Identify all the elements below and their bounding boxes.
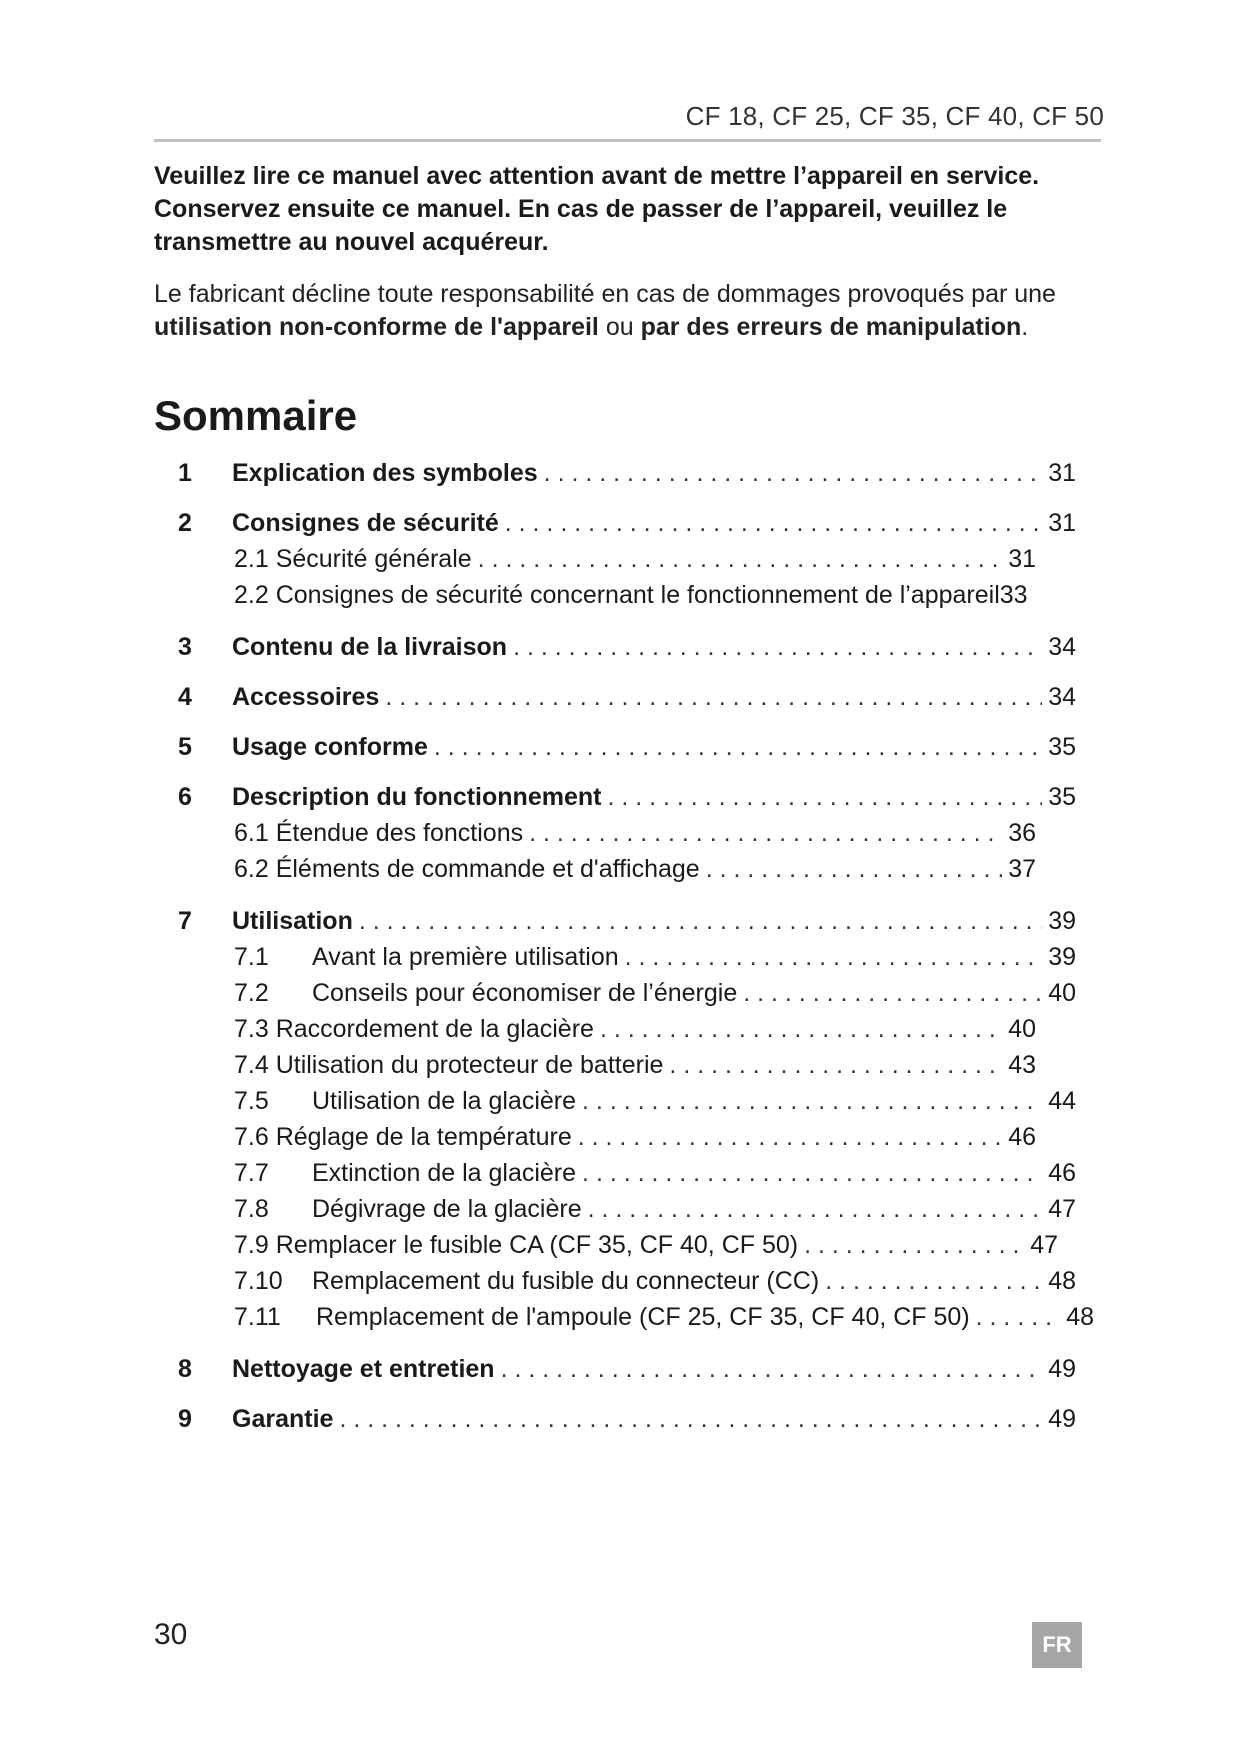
toc-entry-page: 31: [1048, 509, 1076, 537]
toc-entry-page: 34: [1048, 683, 1076, 711]
toc-entry-page: 37: [1008, 855, 1036, 883]
toc-entry-title: 6.2 Éléments de commande et d'affichage: [234, 855, 700, 883]
toc-entry-page: 47: [1030, 1231, 1058, 1259]
toc-entry-title: Conseils pour économiser de l’énergie: [312, 979, 738, 1007]
toc-leader-dots: [607, 780, 1042, 814]
toc-entry-number: 6: [178, 783, 192, 811]
toc-entry-title: 6.1 Étendue des fonctions: [234, 819, 524, 847]
liability-mid: ou: [598, 313, 641, 341]
toc-entry-line: [234, 816, 1036, 850]
toc-entry-line: [232, 680, 1076, 714]
toc-entry-number: 7: [178, 907, 192, 935]
toc-entry-title: 2.1 Sécurité générale: [234, 545, 472, 573]
toc-entry[interactable]: [0, 1402, 1241, 1436]
toc-leader-dots: [359, 904, 1042, 938]
toc-section-number: 7.2: [234, 979, 269, 1007]
toc-leader-dots: [578, 1120, 1002, 1154]
toc-entry-title: Description du fonctionnement: [232, 783, 602, 811]
toc-entry-page: 35: [1048, 733, 1076, 761]
toc-subentry[interactable]: [0, 1120, 1241, 1154]
toc-entry-line: [234, 1156, 1076, 1190]
toc-section-number: 7.10: [234, 1267, 283, 1295]
toc-subentry[interactable]: [0, 542, 1241, 576]
toc-entry-page: 49: [1048, 1405, 1076, 1433]
toc-entry-line: [234, 1012, 1036, 1046]
liability-bold-misuse: utilisation non-conforme de l'appareil: [154, 313, 599, 341]
toc-leader-dots: [339, 1402, 1042, 1436]
toc-entry-page: 43: [1008, 1051, 1036, 1079]
toc-leader-dots: [513, 630, 1042, 664]
toc-subentry[interactable]: [0, 1012, 1241, 1046]
toc-leader-dots: [385, 680, 1042, 714]
toc-entry-line: [234, 1084, 1076, 1118]
toc-entry-number: 8: [178, 1355, 192, 1383]
toc-entry-page: 40: [1008, 1015, 1036, 1043]
toc-entry-page: 34: [1048, 633, 1076, 661]
toc-entry-line: [234, 852, 1036, 886]
toc-entry-line: [234, 1228, 1058, 1262]
toc-section-number: 7.5: [234, 1087, 269, 1115]
toc-entry-number: 9: [178, 1405, 192, 1433]
toc-entry-line: [234, 1264, 1076, 1298]
read-manual-warning: Veuillez lire ce manuel avec attention avant de mettre l’appareil en service. Conservez ensuite ce manuel. En cas de passer de l’appareil, veuillez le transmettre au nouvel acquéreur.: [154, 162, 1040, 256]
toc-entry-title: Utilisation de la glacière: [312, 1087, 577, 1115]
language-badge: FR: [1032, 1622, 1082, 1668]
liability-end: .: [1021, 313, 1029, 341]
toc-leader-dots: [505, 506, 1042, 540]
toc-heading: Sommaire: [154, 392, 358, 439]
toc-entry-line: [232, 1352, 1076, 1386]
toc-subentry[interactable]: [0, 1264, 1241, 1298]
toc-entry[interactable]: [0, 680, 1241, 714]
toc-entry[interactable]: [0, 904, 1241, 938]
toc-leader-dots: [478, 542, 1003, 576]
toc-leader-dots: [804, 1228, 1024, 1262]
toc-entry-line: [234, 542, 1036, 576]
toc-leader-dots: [743, 976, 1042, 1010]
toc-entry-title: Extinction de la glacière: [312, 1159, 577, 1187]
toc-subentry[interactable]: [0, 1300, 1241, 1334]
toc-entry-line: [232, 1402, 1076, 1436]
toc-leader-dots: [529, 816, 1002, 850]
header-divider: [154, 139, 1101, 142]
toc-entry[interactable]: [0, 456, 1241, 490]
toc-subentry[interactable]: [0, 852, 1241, 886]
toc-entry-number: 5: [178, 733, 192, 761]
toc-leader-dots: [669, 1048, 1002, 1082]
toc-entry-line: [232, 904, 1076, 938]
toc-entry-page: 33: [999, 581, 1028, 609]
toc-section-number: 7.8: [234, 1195, 269, 1223]
toc-entry-page: 48: [1066, 1303, 1094, 1331]
toc-leader-dots: [825, 1264, 1042, 1298]
toc-entry[interactable]: [0, 630, 1241, 664]
toc-entry-page: 40: [1048, 979, 1076, 1007]
toc-entry-page: 44: [1048, 1087, 1076, 1115]
toc-entry-page: 39: [1048, 907, 1076, 935]
toc-entry-page: 46: [1008, 1123, 1036, 1151]
toc-entry-line: [232, 506, 1076, 540]
toc-entry-title: Consignes de sécurité: [232, 509, 499, 537]
toc-leader-dots: [600, 1012, 1002, 1046]
toc-subentry[interactable]: [0, 1048, 1241, 1082]
model-list-header: CF 18, CF 25, CF 35, CF 40, CF 50: [685, 101, 1104, 131]
toc-entry-page: 49: [1048, 1355, 1076, 1383]
toc-entry-title: Dégivrage de la glacière: [312, 1195, 582, 1223]
toc-entry-title: Contenu de la livraison: [232, 633, 508, 661]
toc-entry-title: Utilisation: [232, 907, 353, 935]
toc-entry-line: [234, 976, 1076, 1010]
liability-lead: Le fabricant décline toute responsabilité en cas de dommages provoqués par une: [154, 280, 1056, 308]
page-number: 30: [154, 1618, 188, 1651]
toc-entry-title: 2.2 Consignes de sécurité concernant le fonctionnement de l’appareil: [234, 581, 1000, 609]
liability-bold-handling: par des erreurs de manipulation: [640, 313, 1022, 341]
toc-entry-line: [234, 940, 1076, 974]
toc-entry[interactable]: [0, 506, 1241, 540]
toc-leader-dots: [434, 730, 1042, 764]
toc-entry-page: 47: [1048, 1195, 1076, 1223]
toc-entry-line: [234, 1300, 1094, 1334]
toc-entry-title: Avant la première utilisation: [312, 943, 619, 971]
toc-subentry[interactable]: [0, 1156, 1241, 1190]
toc-leader-dots: [582, 1084, 1042, 1118]
toc-entry[interactable]: [0, 730, 1241, 764]
toc-entry-title: Accessoires: [232, 683, 380, 711]
toc-entry-page: 31: [1048, 459, 1076, 487]
toc-entry-page: 48: [1048, 1267, 1076, 1295]
toc-section-number: 7.11: [234, 1303, 281, 1331]
toc-entry[interactable]: [0, 780, 1241, 814]
toc-entry-line: [234, 1120, 1036, 1154]
toc-entry-title: 7.9 Remplacer le fusible CA (CF 35, CF 40, CF 50): [234, 1231, 799, 1259]
liability-notice: [154, 278, 1114, 344]
toc-entry-page: 46: [1048, 1159, 1076, 1187]
toc-section-number: 7.7: [234, 1159, 269, 1187]
toc-entry-line: [232, 730, 1076, 764]
toc-entry-number: 4: [178, 683, 192, 711]
toc-entry-line: [234, 1048, 1036, 1082]
toc-entry-page: 39: [1048, 943, 1076, 971]
toc-entry-title: Remplacement de l'ampoule (CF 25, CF 35, CF 40, CF 50): [316, 1303, 970, 1331]
toc-leader-dots: [544, 456, 1043, 490]
toc-entry[interactable]: [0, 1352, 1241, 1386]
toc-entry-number: 3: [178, 633, 192, 661]
toc-entry-line: [232, 456, 1076, 490]
toc-entry-title: Explication des symboles: [232, 459, 538, 487]
toc-entry-number: 1: [178, 459, 192, 487]
toc-entry-line: [232, 630, 1076, 664]
toc-entry-title: Nettoyage et entretien: [232, 1355, 495, 1383]
toc-entry-page: 31: [1008, 545, 1036, 573]
toc-entry-title: 7.6 Réglage de la température: [234, 1123, 572, 1151]
toc-subentry[interactable]: [0, 1192, 1241, 1226]
toc-leader-dots: [976, 1300, 1061, 1334]
toc-entry-page: 35: [1048, 783, 1076, 811]
toc-entry-number: 2: [178, 509, 192, 537]
toc-entry-title: 7.4 Utilisation du protecteur de batterie: [234, 1051, 664, 1079]
toc-entry-title: 7.3 Raccordement de la glacière: [234, 1015, 594, 1043]
toc-entry-title: Usage conforme: [232, 733, 428, 761]
toc-subentry[interactable]: [0, 976, 1241, 1010]
toc-subentry[interactable]: [0, 940, 1241, 974]
toc-entry-line: [234, 578, 1054, 612]
toc-section-number: 7.1: [234, 943, 269, 971]
toc-subentry[interactable]: [0, 1228, 1241, 1262]
toc-subentry[interactable]: [0, 578, 1241, 612]
toc-entry-page: 36: [1008, 819, 1036, 847]
toc-subentry[interactable]: [0, 816, 1241, 850]
toc-entry-title: Remplacement du fusible du connecteur (CC): [312, 1267, 820, 1295]
toc-leader-dots: [501, 1352, 1043, 1386]
toc-leader-dots: [625, 940, 1043, 974]
toc-entry-line: [232, 780, 1076, 814]
toc-entry-line: [234, 1192, 1076, 1226]
toc-leader-dots: [582, 1156, 1042, 1190]
toc-leader-dots: [706, 852, 1002, 886]
toc-entry-title: Garantie: [232, 1405, 334, 1433]
toc-leader-dots: [588, 1192, 1043, 1226]
toc-subentry[interactable]: [0, 1084, 1241, 1118]
